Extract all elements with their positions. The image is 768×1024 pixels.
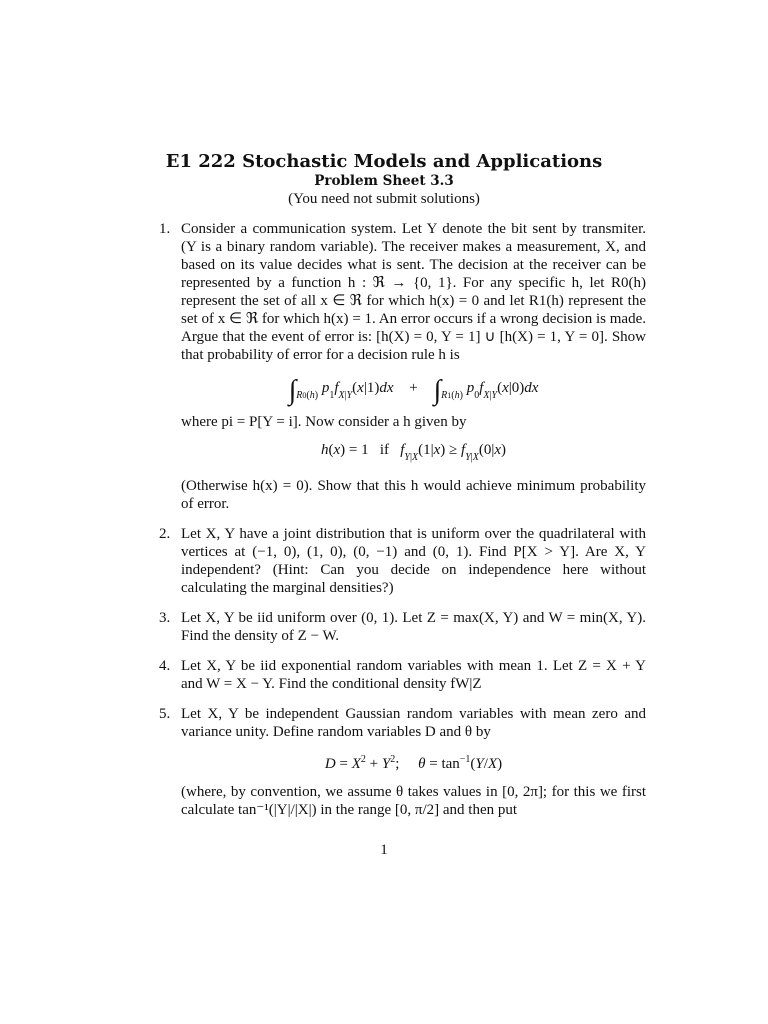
problem-text [181, 220, 646, 364]
problem-list [159, 220, 646, 831]
problem-2 [159, 525, 646, 597]
problem-number: 3. [159, 610, 171, 626]
problem-1 [159, 220, 646, 513]
problem-1-paragraph-1: Consider a communication system. Let Y denote the bit sent by transmiter. (Y is a binary random variable). The receiver makes a measurement, X, and based on its value decides what is sent. The decision at the receiver can be represented by a function h : ℜ → {0, 1}. For any specific h, let R0(h) represent the set of all x ∈ ℜ for which h(x) = 0 and let R1(h) represent the set of x ∈ ℜ for which h(x) = 1. An error occurs if a wrong decision is made. Argue that the event of error is: [h(X) = 0, Y = 1] ∪ [h(X) = 1, Y = 0]. Show that probability of error for a decision rule h is [181, 221, 646, 363]
problem-4 [159, 657, 646, 693]
document-title: E1 222 Stochastic Models and Applications [165, 151, 603, 172]
problem-number: 5. [159, 706, 171, 722]
problem-5-paragraph-1: Let X, Y be independent Gaussian random variables with mean zero and variance unity. Define random variables D and θ by [181, 706, 646, 740]
submission-note: (You need not submit solutions) [288, 191, 480, 207]
problem-text [181, 413, 646, 431]
problem-2-paragraph-1: Let X, Y have a joint distribution that is uniform over the quadrilateral with vertices at (−1, 0), (1, 0), (0, −1) and (0, 1). Find P[X > Y]. Are X, Y independent? (Hint: Can you decide on independence here without calculating the marginal densities?) [181, 526, 646, 596]
problem-4-paragraph-1: Let X, Y be iid exponential random variables with mean 1. Let Z = X + Y and W = X − Y. Find the conditional density fW|Z [181, 658, 646, 692]
problem-5-equation-1: $D = X^2 + Y^2$; $\theta = \tan^{-1}(Y/X)$ [324, 754, 503, 772]
problem-5-paragraph-2: (where, by convention, we assume θ takes values in [0, 2π]; for this we first calculate tan⁻¹(|Y|/|X|) in the range [0, π/2] and then put [181, 784, 646, 818]
problem-3 [159, 609, 646, 645]
problem-3-paragraph-1: Let X, Y be iid uniform over (0, 1). Let Z = max(X, Y) and W = min(X, Y). Find the density of Z − W. [181, 610, 646, 644]
problem-number: 2. [159, 526, 171, 542]
document-subtitle: Problem Sheet 3.3 [314, 173, 454, 189]
problem-number: 4. [159, 658, 171, 674]
problem-1-paragraph-2: where pi = P[Y = i]. Now consider a h given by [181, 414, 467, 430]
problem-number: 1. [159, 221, 171, 237]
problem-1-equation-1: $\int_{R0(h)}$ $p_1f_{X|Y}(x|1)dx + \int_{R1(h)}$ $p_0f_{X|Y}(x|0)dx$ [288, 375, 539, 406]
problem-text [181, 477, 646, 513]
problem-1-paragraph-3: (Otherwise h(x) = 0). Show that this h would achieve minimum probability of error. [181, 478, 646, 512]
page-number: 1 [380, 842, 388, 858]
problem-1-equation-2: h(x) = 1 if $f_{Y|X}(1|x) \ge f_{Y|X}(0|x)$ [320, 442, 507, 463]
problem-5 [159, 705, 646, 819]
